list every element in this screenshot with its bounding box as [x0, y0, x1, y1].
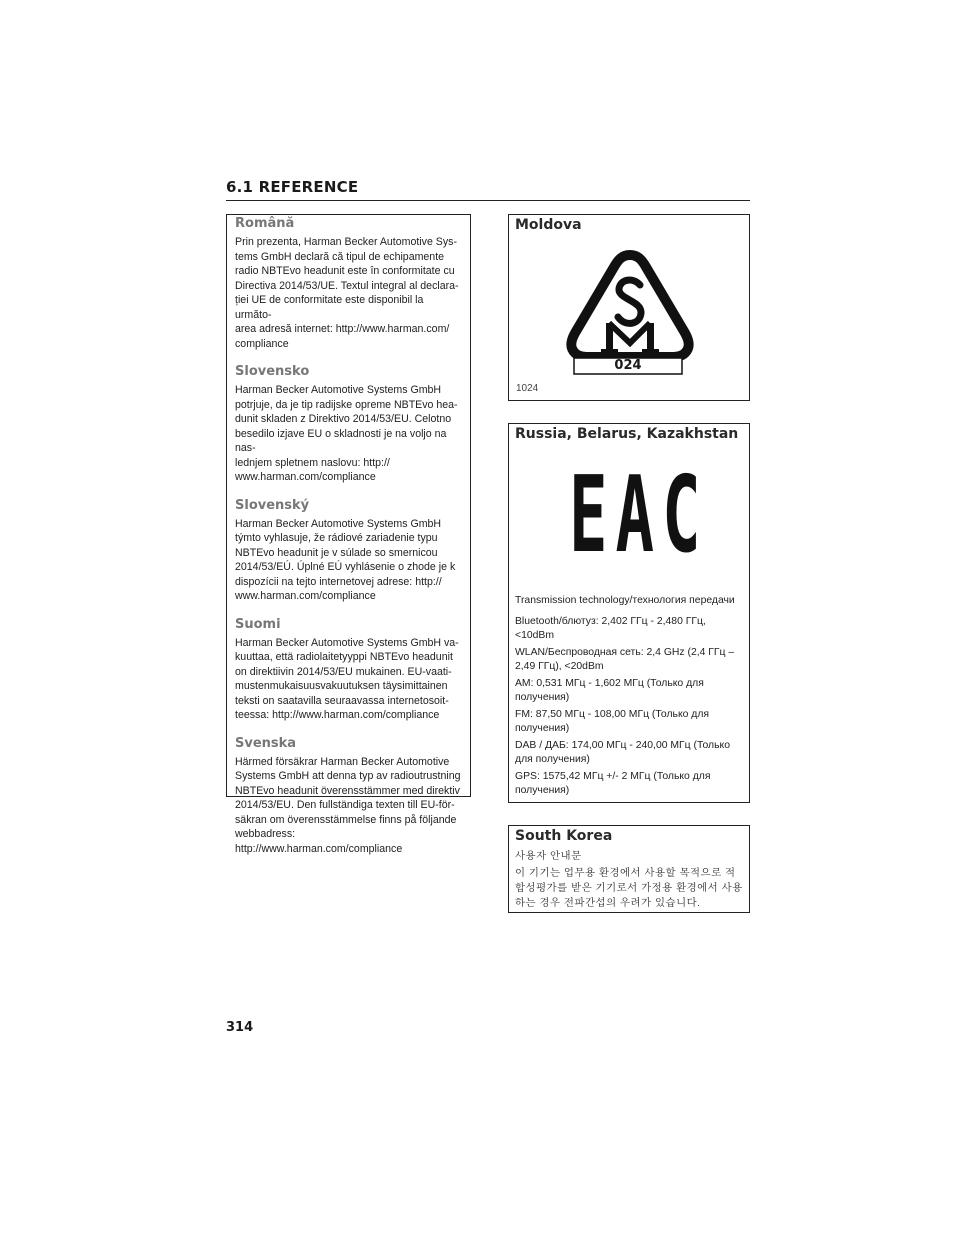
lang-text-suomi: Harman Becker Automotive Systems GmbH va- kuuttaa, että radiolaitetyyppi NBTEvo headunit on direktiivin 2014/53/EU mukainen. EU-vaati- mustenmukaisuusvakuutuksen täysimittainen teksti on saatavilla seuraavassa internetosoit- teessa: http://www.harman.com/compliance: [235, 636, 459, 721]
lang-title-slovensko: Slovensko: [235, 364, 310, 379]
lang-title-romana: Română: [235, 216, 295, 231]
section-header: [226, 178, 750, 201]
spec-dab: DAB / ДАБ: 174,00 МГц - 240,00 МГц (Только для получения): [515, 740, 730, 765]
moldova-logo-number: 024: [614, 358, 642, 373]
moldova-title: Moldova: [515, 217, 582, 233]
lang-title-slovensky: Slovenský: [235, 497, 310, 513]
korea-box: [508, 825, 750, 913]
russia-box: [508, 423, 750, 803]
russia-title: Russia, Belarus, Kazakhstan: [515, 426, 739, 442]
eac-mark-icon: [569, 455, 709, 578]
spec-fm: FM: 87,50 МГц - 108,00 МГц (Только для получения): [515, 709, 710, 734]
declarations-box: [226, 214, 471, 855]
moldova-logo-id: 1024: [516, 383, 539, 394]
eac-logo-letters: EAC: [569, 455, 709, 578]
spec-wlan: WLAN/Беспроводная сеть: 2,4 GHz (2,4 ГГц – 2,49 ГГц), <20dBm: [515, 647, 735, 672]
section-title: 6.1 REFERENCE: [226, 178, 359, 196]
page-number: 314: [226, 1020, 254, 1035]
lang-text-svenska: Härmed försäkrar Harman Becker Automotive Systems GmbH att denna typ av radioutrustning NBTEvo headunit överensstämmer med direktiv 2014/53/EU. Den fullständiga texten till EU-för- säkran om överensstämmelse finns på följande webbadress: http://www.harman.com/compliance: [235, 755, 461, 855]
lang-text-slovensky: Harman Becker Automotive Systems GmbH týmto vyhlasuje, že rádiové zariadenie typu NBTEvo headunit je v súlade so smernicou 2014/53/EÚ. Úplné EÚ vyhlásenie o zhode je k dispozícii na tejto internetovej adrese: http:// www.harman.com/compliance: [235, 517, 456, 602]
lang-title-svenska: Svenska: [235, 735, 297, 751]
korea-text: 이 기기는 업무용 환경에서 사용할 목적으로 적 합성평가를 받은 기기로서 가정용 환경에서 사용 하는 경우 전파간섭의 우려가 있습니다.: [515, 868, 743, 909]
korea-title: South Korea: [515, 828, 613, 844]
korea-subtitle: 사용자 안내문: [515, 851, 582, 862]
lang-text-romana: Prin prezenta, Harman Becker Automotive Sys- tems GmbH declară că tipul de echipamente radio NBTEvo headunit este în conformitate cu Directiva 2014/53/UE. Textul integral al declara- ției UE de conformitate este disponibil la următo- area adresă internet: http://www.harman.com/ compliance: [235, 236, 459, 350]
moldova-box: [508, 214, 750, 401]
spec-gps: GPS: 1575,42 МГц +/- 2 МГц (Только для получения): [515, 771, 711, 796]
spec-am: AM: 0,531 МГц - 1,602 МГц (Только для получения): [515, 678, 704, 703]
spec-bluetooth: Bluetooth/блютуз: 2,402 ГГц - 2,480 ГГц, <10dBm: [515, 616, 706, 641]
lang-text-slovensko: Harman Becker Automotive Systems GmbH potrjuje, da je tip radijske opreme NBTEvo hea- dunit skladen z Direktivo 2014/53/EU. Celotno besedilo izjave EU o skladnosti je na voljo na nas- lednjem spletnem naslovu: http:// www.harman.com/compliance: [235, 384, 458, 483]
lang-title-suomi: Suomi: [235, 616, 281, 632]
spec-transmission: Transmission technology/технология передачи: [515, 595, 735, 606]
